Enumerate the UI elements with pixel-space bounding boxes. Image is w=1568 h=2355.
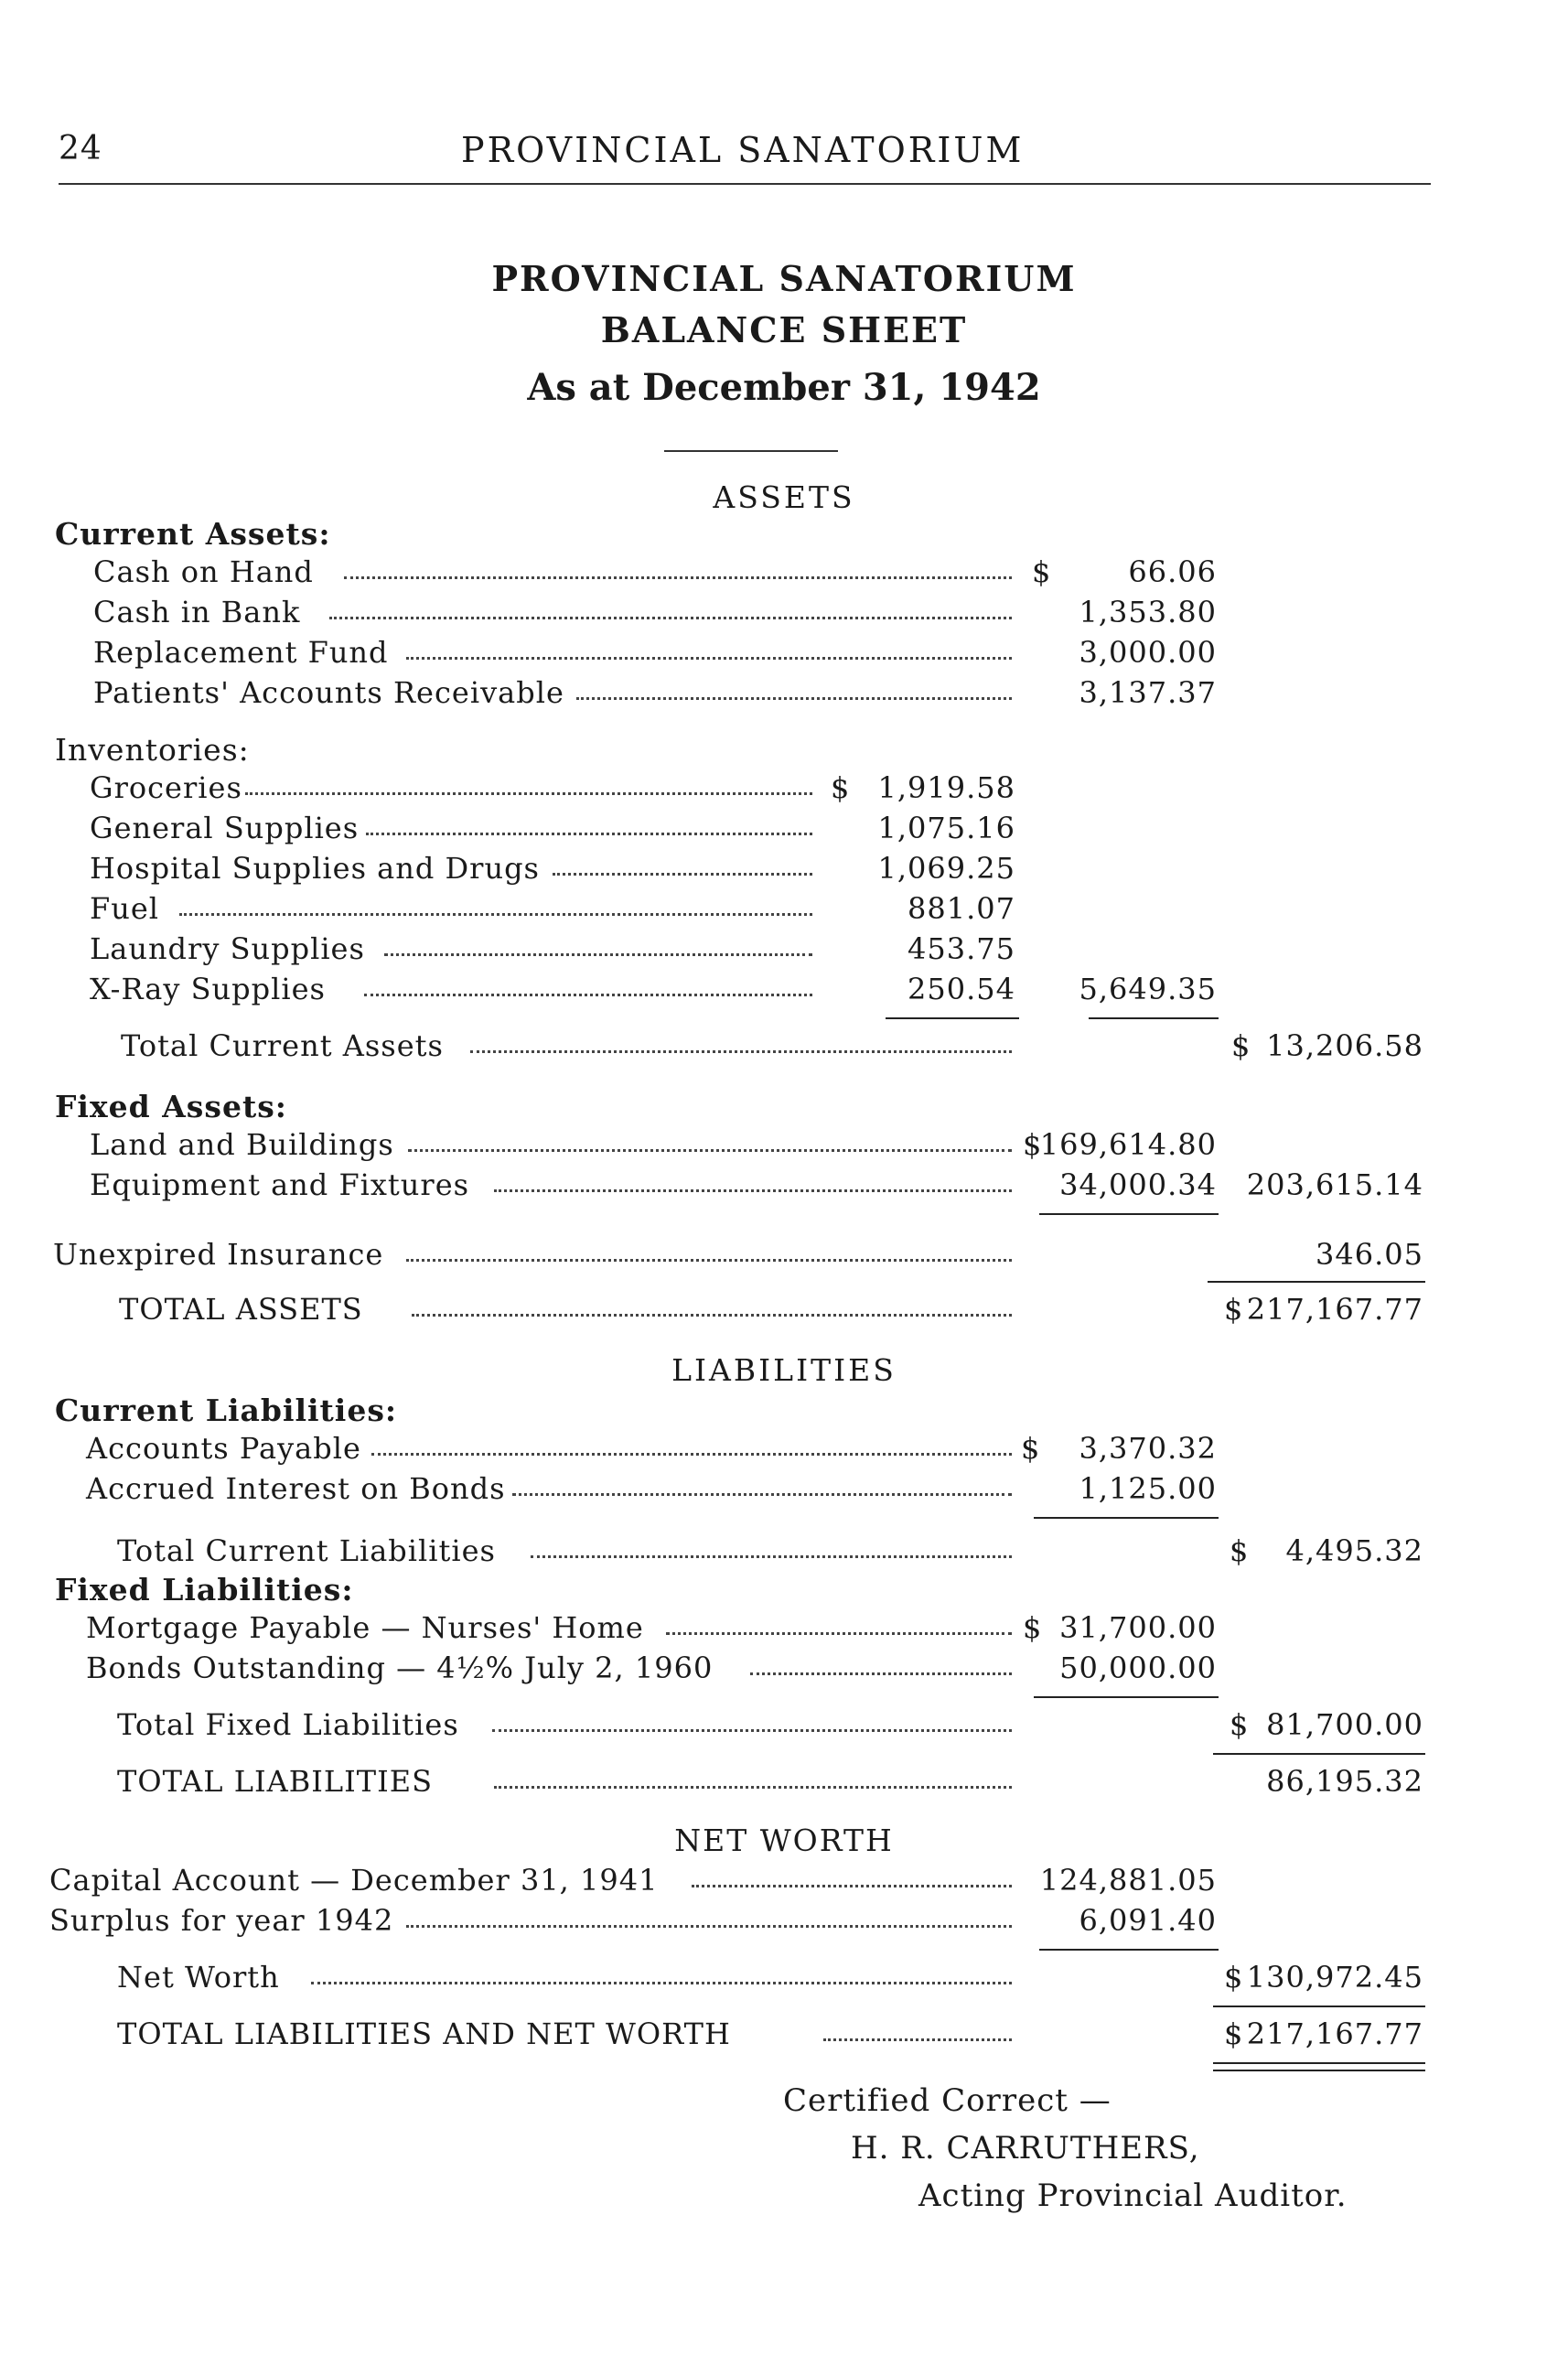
dollar-sign: $ <box>1230 1707 1249 1742</box>
table-row <box>0 972 1568 1012</box>
row-label: Accrued Interest on Bonds <box>86 1471 506 1506</box>
amount: 1,353.80 <box>1079 595 1217 629</box>
amount: 6,091.40 <box>1079 1903 1217 1938</box>
amount: 31,700.00 <box>1059 1610 1217 1645</box>
table-row <box>0 595 1568 635</box>
table-row <box>0 635 1568 675</box>
amount: 453.75 <box>908 931 1015 966</box>
amount: 1,075.16 <box>877 811 1015 845</box>
dollar-sign: $ <box>1032 554 1051 589</box>
report-subtitle: BALANCE SHEET <box>600 309 968 350</box>
dollar-sign: $ <box>1224 2016 1243 2051</box>
row-label: Bonds Outstanding — 4½% July 2, 1960 <box>86 1651 714 1685</box>
row-label: General Supplies <box>90 811 360 845</box>
row-label: Accounts Payable <box>86 1431 361 1466</box>
leader-dots <box>750 1672 1012 1675</box>
amount: 50,000.00 <box>1059 1651 1217 1685</box>
dollar-sign: $ <box>1224 1292 1243 1327</box>
row-label: Cash in Bank <box>93 595 301 629</box>
row-label: Replacement Fund <box>93 635 389 670</box>
leader-dots <box>406 1259 1012 1262</box>
row-label: Total Fixed Liabilities <box>117 1707 459 1742</box>
row-label: Total Current Liabilities <box>117 1533 496 1568</box>
leader-dots <box>366 833 812 835</box>
dollar-sign: $ <box>1021 1431 1040 1466</box>
amount: 169,614.80 <box>1039 1127 1217 1162</box>
table-row <box>0 1292 1568 1332</box>
current-liabilities-heading: Current Liabilities: <box>55 1393 398 1428</box>
table-row <box>0 1863 1568 1903</box>
row-label: Fuel <box>90 891 159 926</box>
certification-line: Certified Correct — <box>783 2082 1112 2119</box>
row-label: Mortgage Payable — Nurses' Home <box>86 1610 644 1645</box>
dollar-sign: $ <box>1023 1610 1042 1645</box>
total-amount: 217,167.77 <box>1246 1292 1423 1327</box>
total-amount: 346.05 <box>1316 1237 1423 1272</box>
amount: 3,000.00 <box>1079 635 1217 670</box>
row-label: Hospital Supplies and Drugs <box>90 851 540 886</box>
table-row <box>0 1167 1568 1208</box>
table-row <box>0 1431 1568 1471</box>
underline-rule <box>1034 1517 1219 1519</box>
liabilities-section-title: LIABILITIES <box>671 1352 897 1388</box>
leader-dots <box>406 1925 1012 1928</box>
row-label: Unexpired Insurance <box>53 1237 384 1272</box>
leader-dots <box>470 1050 1012 1053</box>
dollar-sign: $ <box>1230 1533 1249 1568</box>
amount: 3,370.32 <box>1079 1431 1217 1466</box>
amount: 3,137.37 <box>1079 675 1217 710</box>
table-row <box>0 1903 1568 1943</box>
table-row <box>0 554 1568 595</box>
underline-rule <box>1213 2006 1425 2007</box>
leader-dots <box>823 2038 1012 2041</box>
page-number: 24 <box>59 130 102 167</box>
row-label: TOTAL ASSETS <box>119 1292 363 1327</box>
table-row <box>0 1127 1568 1167</box>
leader-dots <box>245 792 812 795</box>
leader-dots <box>344 576 1012 579</box>
table-row <box>0 851 1568 891</box>
net-worth-section-title: NET WORTH <box>674 1823 894 1858</box>
fixed-liabilities-heading: Fixed Liabilities: <box>55 1572 354 1608</box>
amount: 1,919.58 <box>877 770 1015 805</box>
leader-dots <box>576 697 1012 700</box>
dollar-sign: $ <box>1224 1960 1243 1995</box>
table-row <box>0 1610 1568 1651</box>
auditor-name: H. R. CARRUTHERS, <box>851 2130 1200 2167</box>
total-amount: 217,167.77 <box>1246 2016 1423 2051</box>
title-rule <box>664 450 838 452</box>
table-row <box>0 811 1568 851</box>
table-row <box>0 1651 1568 1691</box>
row-label: TOTAL LIABILITIES AND NET WORTH <box>117 2016 731 2051</box>
row-label: Capital Account — December 31, 1941 <box>49 1863 659 1898</box>
total-amount: 4,495.32 <box>1285 1533 1423 1568</box>
report-title: PROVINCIAL SANATORIUM <box>491 258 1077 299</box>
total-amount: 81,700.00 <box>1266 1707 1423 1742</box>
current-assets-heading: Current Assets: <box>55 516 331 552</box>
table-row <box>0 1960 1568 2000</box>
table-row <box>0 1028 1568 1069</box>
amount: 34,000.34 <box>1059 1167 1217 1202</box>
table-row <box>0 1471 1568 1511</box>
row-label: Cash on Hand <box>93 554 314 589</box>
dollar-sign: $ <box>831 770 850 805</box>
row-label: TOTAL LIABILITIES <box>117 1764 434 1799</box>
table-row <box>0 675 1568 715</box>
total-amount: 203,615.14 <box>1246 1167 1423 1202</box>
row-label: Total Current Assets <box>121 1028 444 1063</box>
leader-dots <box>512 1493 1012 1496</box>
leader-dots <box>412 1314 1012 1317</box>
row-label: Net Worth <box>117 1960 280 1995</box>
total-amount: 13,206.58 <box>1266 1028 1423 1063</box>
leader-dots <box>179 913 812 916</box>
amount: 1,069.25 <box>877 851 1015 886</box>
dollar-sign: $ <box>1023 1127 1042 1162</box>
inventory-subtotal: 5,649.35 <box>1079 972 1217 1006</box>
row-label: Patients' Accounts Receivable <box>93 675 564 710</box>
double-underline-rule <box>1213 2062 1425 2064</box>
row-label: Equipment and Fixtures <box>90 1167 470 1202</box>
leader-dots <box>692 1885 1012 1887</box>
row-label: Groceries <box>90 770 242 805</box>
underline-rule <box>886 1017 1019 1019</box>
amount: 66.06 <box>1128 554 1217 589</box>
table-row <box>0 1533 1568 1574</box>
table-row <box>0 2016 1568 2057</box>
fixed-assets-heading: Fixed Assets: <box>55 1089 287 1124</box>
leader-dots <box>384 953 812 956</box>
row-label: Surplus for year 1942 <box>49 1903 394 1938</box>
leader-dots <box>311 1982 1012 1984</box>
running-head <box>59 130 1431 185</box>
leader-dots <box>329 617 1012 619</box>
amount: 881.07 <box>908 891 1015 926</box>
assets-section-title: ASSETS <box>713 479 855 515</box>
total-amount: 130,972.45 <box>1246 1960 1423 1995</box>
leader-dots <box>494 1786 1012 1789</box>
amount: 1,125.00 <box>1079 1471 1217 1506</box>
table-row <box>0 891 1568 931</box>
leader-dots <box>408 1149 1012 1152</box>
inventories-heading: Inventories: <box>55 732 250 768</box>
leader-dots <box>531 1555 1012 1558</box>
auditor-title: Acting Provincial Auditor. <box>918 2178 1348 2214</box>
underline-rule <box>1034 1696 1219 1698</box>
table-row <box>0 1764 1568 1804</box>
total-amount: 86,195.32 <box>1266 1764 1423 1799</box>
leader-dots <box>553 873 812 876</box>
running-title: PROVINCIAL SANATORIUM <box>461 130 1025 170</box>
underline-rule <box>1213 1753 1425 1755</box>
underline-rule <box>1089 1017 1219 1019</box>
table-row <box>0 770 1568 811</box>
table-row <box>0 1707 1568 1747</box>
leader-dots <box>371 1453 1012 1456</box>
leader-dots <box>364 994 812 996</box>
amount: 250.54 <box>908 972 1015 1006</box>
leader-dots <box>406 657 1012 660</box>
report-date: As at December 31, 1942 <box>527 366 1041 409</box>
underline-rule <box>1208 1281 1425 1283</box>
double-underline-rule <box>1213 2070 1425 2071</box>
underline-rule <box>1039 1949 1219 1951</box>
leader-dots <box>494 1189 1012 1192</box>
row-label: Laundry Supplies <box>90 931 365 966</box>
underline-rule <box>1039 1213 1219 1215</box>
table-row <box>0 1237 1568 1277</box>
dollar-sign: $ <box>1231 1028 1251 1063</box>
leader-dots <box>492 1729 1012 1732</box>
row-label: Land and Buildings <box>90 1127 394 1162</box>
row-label: X-Ray Supplies <box>90 972 326 1006</box>
running-head-rule <box>59 183 1431 185</box>
leader-dots <box>666 1632 1012 1635</box>
table-row <box>0 931 1568 972</box>
amount: 124,881.05 <box>1039 1863 1217 1898</box>
